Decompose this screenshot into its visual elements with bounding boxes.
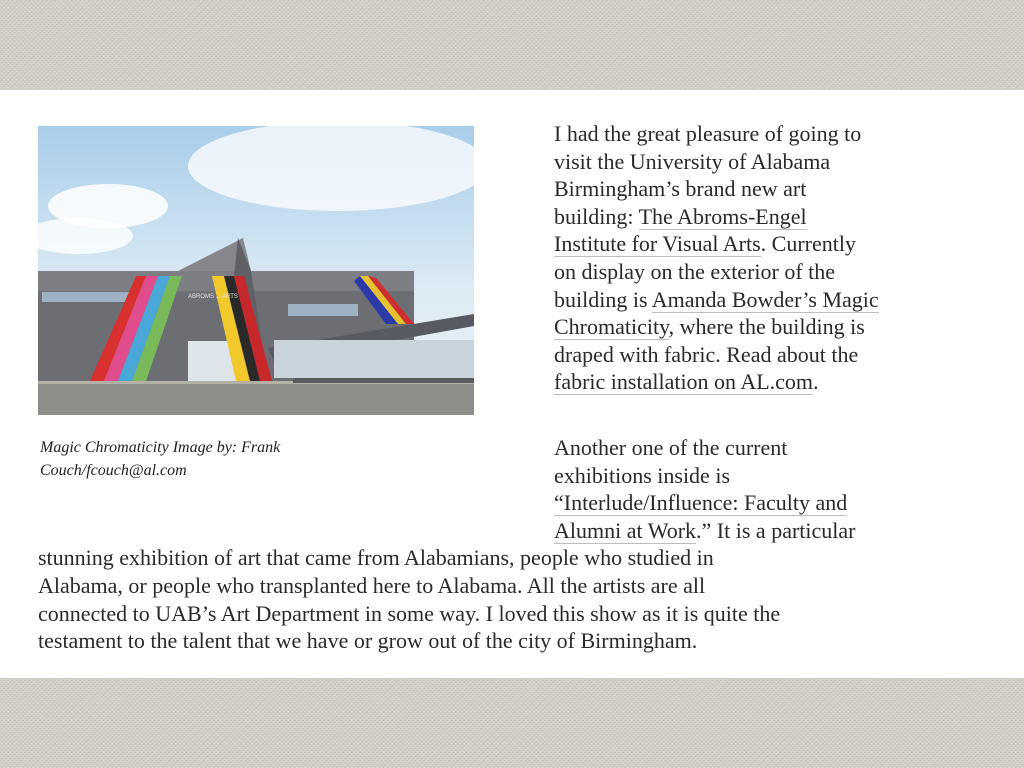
text-line: Another one of the current	[554, 435, 788, 460]
text-line: testament to the talent that we have or grow out of the city of Birmingham.	[38, 628, 698, 654]
text-line: draped with fabric. Read about the	[554, 341, 859, 367]
street	[38, 381, 474, 415]
text-line	[554, 368, 974, 396]
text-line	[554, 230, 974, 258]
text-segment: building is	[554, 286, 652, 312]
intro-paragraph	[554, 120, 974, 396]
glass-storefront	[274, 340, 474, 378]
text-line	[554, 286, 974, 314]
text-segment: building:	[554, 203, 639, 229]
building-photo-svg	[38, 126, 474, 415]
building-sign: ABROMS ... ARTS	[188, 294, 238, 300]
text-line: visit the University of Alabama	[554, 148, 831, 174]
text-segment: , where the building is	[668, 314, 865, 340]
building-photo	[38, 126, 474, 415]
interlude-influence-link[interactable]: “Interlude/Influence: Faculty and	[554, 490, 848, 516]
caption-line: Magic Chromaticity Image by: Frank	[40, 439, 281, 456]
text-line	[554, 313, 974, 341]
text-line	[38, 517, 988, 545]
text-line: exhibitions inside is	[554, 462, 730, 488]
abroms-engel-link-cont[interactable]: Institute for Visual Arts	[554, 231, 761, 257]
text-line: on display on the exterior of the	[554, 258, 836, 284]
text-line: stunning exhibition of art that came from Alabamians, people who studied in	[38, 545, 714, 571]
caption-line: Couch/fcouch@al.com	[40, 462, 187, 479]
text-line: connected to UAB’s Art Department in some way. I loved this show as it is quite the	[38, 600, 781, 626]
text-line	[38, 489, 988, 517]
window-band	[42, 292, 138, 302]
text-segment: . Currently	[760, 231, 856, 257]
exhibition-paragraph	[38, 434, 988, 655]
text-line: Alabama, or people who transplanted here to Alabama. All the artists are all	[38, 572, 706, 598]
abroms-engel-link[interactable]: The Abroms-Engel	[638, 203, 807, 229]
text-segment: .	[813, 369, 819, 395]
al-com-link[interactable]: fabric installation on AL.com	[554, 369, 814, 395]
magic-chromaticity-link-cont[interactable]: Chromaticity	[554, 314, 669, 340]
slide	[0, 90, 1024, 678]
text-line: I had the great pleasure of going to	[554, 121, 862, 146]
interlude-influence-link-cont[interactable]: Alumni at Work	[554, 517, 697, 543]
magic-chromaticity-link[interactable]: Amanda Bowder’s Magic	[651, 286, 879, 312]
text-line	[554, 203, 974, 231]
text-line: Birmingham’s brand new art	[554, 176, 807, 202]
window-band	[288, 304, 358, 316]
text-segment: .” It is a particular	[696, 517, 856, 543]
